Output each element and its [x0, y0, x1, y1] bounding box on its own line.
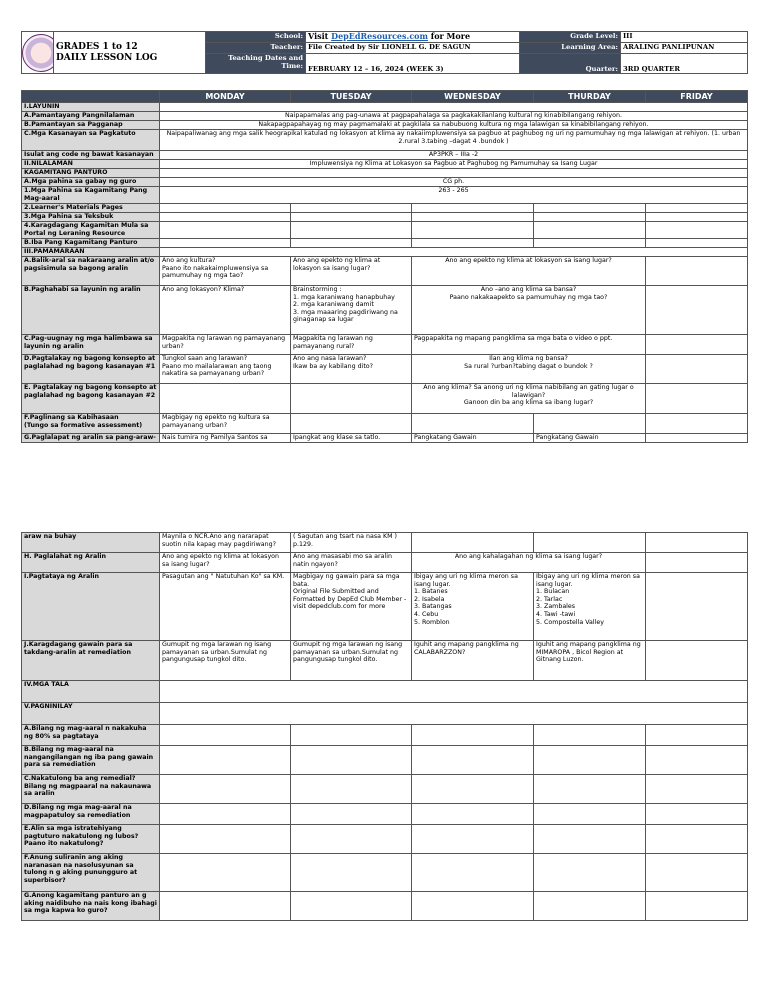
- row-label: 1.Mga Pahina sa Kagamitang Pang Mag-aaral: [22, 187, 160, 204]
- row-label: H. Paglalahat ng Aralin: [22, 553, 160, 573]
- grade-label: Grade Level:: [520, 32, 621, 43]
- row-label: G.Anong kagamitang panturo an g aking naidibuho na nais kong ibahagi sa mga kapwa ko guro?: [22, 892, 160, 921]
- row-label: B.Paghahabi sa layunin ng aralin: [22, 286, 160, 335]
- school-label: School:: [206, 32, 306, 43]
- monday-cell: Magpakita ng larawan ng pamayanang urban?: [160, 335, 291, 355]
- depedresources-link[interactable]: DepEdResources.com: [331, 31, 428, 41]
- row-label: E.Alin sa mga istratehiyang pagtuturo nakatulong ng lubos? Paano ito nakatulong?: [22, 825, 160, 854]
- row-label: C.Pag-uugnay ng mga halimbawa sa layunin ng aralin: [22, 335, 160, 355]
- monday-cell: Magbigay ng epekto ng kultura sa pamayanang urban?: [160, 414, 291, 434]
- row-label: C.Nakatulong ba ang remedial? Bilang ng magpaaral na nakaunawa sa aralin: [22, 775, 160, 804]
- day-header-tuesday: TUESDAY: [291, 91, 412, 103]
- log-title: DAILY LESSON LOG: [56, 52, 158, 63]
- table-row: [22, 112, 748, 121]
- row-label: F.Anung suliranin ang aking naranasan na nasolusyunan sa tulong n g aking punungguro at superbisor?: [22, 854, 160, 892]
- monday-cell: Maynila o NCR.Ano ang nararapat suotin nila kapag may pagdiriwang?: [160, 533, 291, 553]
- dates-value: FEBRUARY 12 – 16, 2024 (WEEK 3): [306, 54, 520, 74]
- table-row: [22, 384, 748, 414]
- wednesday-cell: Pangkatang Gawain: [412, 434, 534, 443]
- teacher-label: Teacher:: [206, 43, 306, 54]
- section-kagamitan: KAGAMITANG PANTURO: [22, 169, 160, 178]
- dates-label: Teaching Dates and Time:: [206, 54, 306, 74]
- tuesday-cell: Magpakita ng larawan ng pamayanang rural?: [291, 335, 412, 355]
- day-header-wednesday: WEDNESDAY: [412, 91, 534, 103]
- content-standard: Naipapamalas ang pag-unawa at pagpapahalaga sa pagkakakilanlang kultural ng kinabibilangang rehiyon.: [160, 112, 748, 121]
- row-label: J.Karagdagang gawain para sa takdang-aralin at remediation: [22, 641, 160, 681]
- area-value: ARALING PANLIPUNAN: [621, 43, 748, 54]
- table-row: [22, 725, 748, 746]
- day-header-monday: MONDAY: [160, 91, 291, 103]
- table-row: [22, 286, 748, 335]
- tuesday-cell: Ano ang epekto ng klima at lokasyon sa isang lugar?: [291, 257, 412, 286]
- days-header-row: [22, 91, 748, 103]
- thursday-cell: Iguhit ang mapang pangklima ng MIMAROPA , Bicol Region at Gitnang Luzon.: [534, 641, 646, 681]
- row-label: C.Mga Kasanayan sa Pagkatuto: [22, 130, 160, 151]
- table-row: [22, 746, 748, 775]
- table-row: [22, 892, 748, 921]
- table-row: [22, 239, 748, 248]
- row-label: D.Bilang ng mga mag-aaral na magpapatuloy sa remediation: [22, 804, 160, 825]
- wed-thu-cell: Pagpapakita ng mapang pangklima sa mga bata o video o ppt.: [412, 335, 646, 355]
- row-label: D.Pagtalakay ng bagong konsepto at paglalahad ng bagong kasanayan #1: [22, 355, 160, 384]
- row-label: E. Pagtalakay ng bagong konsepto at paglalahad ng bagong kasanayan #2: [22, 384, 160, 414]
- wednesday-cell: Ibigay ang uri ng klima meron sa isang lugar. 1. Batanes 2. Isabela 3. Batangas 4. Cebu 5. Romblon: [412, 573, 534, 641]
- tuesday-cell: Ipangkat ang klase sa tatlo.: [291, 434, 412, 443]
- row-label: A.Balik-aral sa nakaraang aralin at/o pagsisimula sa bagong aralin: [22, 257, 160, 286]
- section-layunin: I.LAYUNIN: [22, 103, 160, 112]
- section-pagninilay: V.PAGNINILAY: [22, 703, 160, 725]
- lesson-table: [21, 90, 748, 443]
- learner-pages: 263 - 265: [160, 187, 748, 204]
- row-label: A.Pamantayang Pangnilalaman: [22, 112, 160, 121]
- monday-cell: Ano ang kultura? Paano ito nakakaimpluwensiya sa pamumuhay ng mga tao?: [160, 257, 291, 286]
- table-row: [22, 213, 748, 222]
- layunin-row: [22, 103, 748, 112]
- table-row: [22, 414, 748, 434]
- table-row: [22, 121, 748, 130]
- row-label: 3.Mga Pahina sa Teksbuk: [22, 213, 160, 222]
- table-row: [22, 160, 748, 169]
- day-header-thursday: THURDAY: [534, 91, 646, 103]
- wed-thu-cell: Ano ang kahalagahan ng klima sa isang lugar?: [412, 553, 646, 573]
- header-table: [21, 31, 748, 74]
- row-label: 4.Karagdagang Kagamitan Mula sa Portal ng Leraning Resource: [22, 222, 160, 239]
- header-title: [54, 32, 206, 74]
- monday-cell: Nais tumira ng Pamilya Santos sa: [160, 434, 291, 443]
- monday-cell: Ano ang epekto ng klima at lokasyon sa isang lugar?: [160, 553, 291, 573]
- blank-header-cell: [22, 91, 160, 103]
- table-row: [22, 775, 748, 804]
- row-label: 2.Learner's Materials Pages: [22, 204, 160, 213]
- table-row: [22, 204, 748, 213]
- table-row: [22, 222, 748, 239]
- quarter-label: Quarter:: [520, 54, 621, 74]
- teacher-value: File Created by Sir LIONELL G. DE SAGUN: [306, 43, 520, 54]
- tuesday-cell: Magbigay ng gawain para sa mga bata. Original File Submitted and Formatted by DepEd Club Member - visit depedclub.com for more: [291, 573, 412, 641]
- deped-seal-cell: [22, 32, 54, 74]
- thursday-cell: Ibigay ang uri ng klima meron sa isang lugar. 1. Bulacan 2. Tarlac 3. Zambales 4. Tawi -tawi 5. Compostella Valley: [534, 573, 646, 641]
- tuesday-cell: Gumupit ng mga larawan ng isang pamayanan sa urban.Sumulat ng pangungusap tungkol dito.: [291, 641, 412, 681]
- nilalaman-text: Impluwensiya ng Klima at Lokasyon sa Pagbuo at Paghubog ng Pamumuhay sa Isang Lugar: [160, 160, 748, 169]
- row-label: Isulat ang code ng bawat kasanayan: [22, 151, 160, 160]
- grades-title: GRADES 1 to 12: [56, 41, 138, 52]
- monday-cell: Tungkol saan ang larawan? Paano mo mailalarawan ang taong nakatira sa pamayanang urban?: [160, 355, 291, 384]
- quarter-value: 3RD QUARTER: [621, 54, 748, 74]
- monday-cell: Pasagutan ang " Natutuhan Ko" sa KM.: [160, 573, 291, 641]
- grade-value: III: [621, 32, 748, 43]
- table-row: [22, 804, 748, 825]
- area-label: Learning Area:: [520, 43, 621, 54]
- row-label: I.Pagtataya ng Aralin: [22, 573, 160, 641]
- row-label: G.Paglalapat ng aralin sa pang-araw-: [22, 434, 160, 443]
- table-row: [22, 641, 748, 681]
- table-row: [22, 573, 748, 641]
- table-row: [22, 434, 748, 443]
- tuesday-cell: ( Sagutan ang tsart na nasa KM ) p.129.: [291, 533, 412, 553]
- day-header-friday: FRIDAY: [646, 91, 748, 103]
- table-row: [22, 703, 748, 725]
- tuesday-cell: Ano ang masasabi mo sa aralin natin ngayon?: [291, 553, 412, 573]
- wed-thu-cell: Ano ang klima? Sa anong uri ng klima nabibilang an gating lugar o lalawigan? Ganoon din ba ang klima sa ibang lugar?: [412, 384, 646, 414]
- table-row: [22, 553, 748, 573]
- row-label: B.Pamantayan sa Pagganap: [22, 121, 160, 130]
- section-nilalaman: II.NILALAMAN: [22, 160, 160, 169]
- table-row: [22, 130, 748, 151]
- table-row: [22, 681, 748, 703]
- table-row: [22, 825, 748, 854]
- wed-thu-cell: Ilan ang klima ng bansa? Sa rural ?urban?tabing dagat o bundok ?: [412, 355, 646, 384]
- tuesday-cell: Ano ang nasa larawan? Ikaw ba ay kabilang dito?: [291, 355, 412, 384]
- school-value: Visit DepEdResources.com for More: [306, 32, 520, 43]
- row-label: araw na buhay: [22, 533, 160, 553]
- wednesday-cell: Iguhit ang mapang pangklima ng CALABARZZON?: [412, 641, 534, 681]
- section-mga-tala: IV.MGA TALA: [22, 681, 160, 703]
- row-label: F.Paglinang sa Kabihasaan (Tungo sa formative assessment): [22, 414, 160, 434]
- row-label: A.Mga pahina sa gabay ng guro: [22, 178, 160, 187]
- table-row: [22, 169, 748, 178]
- table-row: [22, 178, 748, 187]
- table-row: [22, 151, 748, 160]
- row-label: B.Bilang ng mag-aaral na nangangilangan ng iba pang gawain para sa remediation: [22, 746, 160, 775]
- table-row: [22, 355, 748, 384]
- row-label: B.Iba Pang Kagamitang Panturo: [22, 239, 160, 248]
- lesson-table-continued: [21, 532, 748, 921]
- monday-cell: Ano ang lokasyon? Klima?: [160, 286, 291, 335]
- wed-thu-cell: Ano ang epekto ng klima at lokasyon sa isang lugar?: [412, 257, 646, 286]
- table-row: [22, 533, 748, 553]
- section-pamamaraan: III.PAMAMARAAN: [22, 248, 160, 257]
- wed-thu-cell: Ano –ano ang klima sa bansa? Paano nakakaapekto sa pamumuhay ng mga tao?: [412, 286, 646, 335]
- row-label: A.Bilang ng mag-aaral n nakakuha ng 80% sa pagtataya: [22, 725, 160, 746]
- learning-competency: Naipapaliwanag ang mga salik heograpikal katulad ng lokasyon at klima ay nakaiimpluwensiya sa pagbuo at paghubog ng uri ng pamumuhay ng mga lalawigan at rehiyon. (1. urban 2.rural 3.tabing –dagat 4 .bundok ): [160, 130, 748, 151]
- thursday-cell: Pangkatang Gawain: [534, 434, 646, 443]
- table-row: [22, 248, 748, 257]
- tuesday-cell: Brainstorming : 1. mga karaniwang hanapbuhay 2. mga karaniwang damit 3. mga maaaring pagdiriwang na ginaganap sa lugar: [291, 286, 412, 335]
- table-row: [22, 187, 748, 204]
- monday-cell: Gumupit ng mga larawan ng isang pamayanan sa urban.Sumulat ng pangungusap tungkol dito.: [160, 641, 291, 681]
- table-row: [22, 335, 748, 355]
- competency-code: AP3PKR – IIIa -2: [160, 151, 748, 160]
- table-row: [22, 854, 748, 892]
- performance-standard: Nakapagpapahayag ng may pagmamalaki at pagkilala sa nabubuong kultura ng mga lalawigan sa kinabibilangang rehiyon.: [160, 121, 748, 130]
- table-row: [22, 257, 748, 286]
- teacher-guide-pages: CG ph.: [160, 178, 748, 187]
- deped-seal-icon: [22, 34, 54, 72]
